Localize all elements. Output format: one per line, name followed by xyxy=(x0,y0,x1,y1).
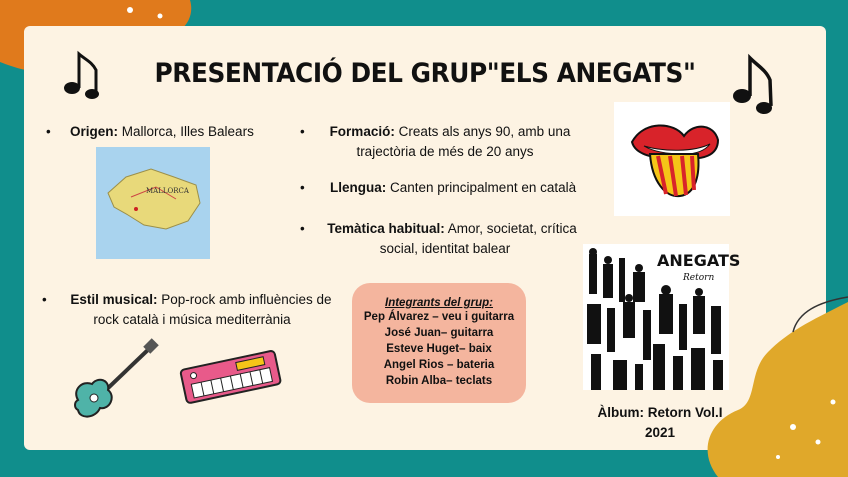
album-year: 2021 xyxy=(644,425,676,440)
llengua-label: Llengua: xyxy=(330,180,387,195)
members-heading: Integrants del grup: xyxy=(385,297,493,309)
slide-title: PRESENTACIÓ DEL GRUP"ELS ANEGATS" xyxy=(154,58,696,89)
tematica-text2: social, identitat balear xyxy=(379,241,511,256)
album-cover-subtitle: Retorn xyxy=(683,273,715,283)
formacio-text2: trajectòria de més de 20 anys xyxy=(356,144,534,159)
origen-text: Mallorca, Illes Balears xyxy=(118,124,254,139)
member-item: Pep Álvarez – veu i guitarra xyxy=(363,311,515,323)
member-item: José Juan– guitarra xyxy=(384,327,494,339)
album-caption xyxy=(580,403,740,443)
estil-text2: rock català i música mediterrània xyxy=(93,312,291,327)
bullet-estil: • Estil musical: Pop-rock amb influències de rock català i música mediterrània xyxy=(42,290,342,330)
album-title: Àlbum: Retorn Vol.I xyxy=(597,405,723,420)
member-item: Angel Rios – bateria xyxy=(383,359,495,371)
estil-label: Estil musical: xyxy=(70,292,158,307)
member-item: Esteve Huget– baix xyxy=(386,343,492,355)
bullet-formacio: • Formació: Creats als anys 90, amb una trajectòria de més de 20 anys xyxy=(300,122,590,162)
tematica-text: Amor, societat, crítica xyxy=(444,221,577,236)
map-image xyxy=(96,147,210,259)
album-cover-title: ANEGATS xyxy=(657,251,741,270)
origen-label: Origen: xyxy=(70,124,119,139)
formacio-label: Formació: xyxy=(329,124,395,139)
tongue-logo-icon xyxy=(614,102,730,216)
bullet-origen: • Origen: Mallorca, Illes Balears xyxy=(46,124,254,139)
bullet-tematica: • Temàtica habitual: Amor, societat, crítica social, identitat balear xyxy=(300,219,590,259)
album-crowd-illustration xyxy=(583,244,741,390)
map-label: MALLORCA xyxy=(146,187,189,195)
estil-text: Pop-rock amb influències de xyxy=(157,292,332,307)
members-box xyxy=(352,283,526,403)
tongue-logo-image xyxy=(614,102,730,216)
formacio-text: Creats als anys 90, amb una xyxy=(394,124,571,139)
music-note-icon xyxy=(62,48,102,100)
guitar-icon xyxy=(70,340,160,422)
map-icon xyxy=(96,147,210,259)
music-note-icon xyxy=(732,52,776,116)
tematica-label: Temàtica habitual: xyxy=(327,221,445,236)
llengua-text: Canten principalment en català xyxy=(386,180,577,195)
bullet-llengua: • Llengua: Canten principalment en català xyxy=(300,180,577,195)
album-cover-image xyxy=(583,244,741,390)
keyboard-icon xyxy=(178,346,282,402)
member-item: Robin Alba– teclats xyxy=(385,375,493,387)
